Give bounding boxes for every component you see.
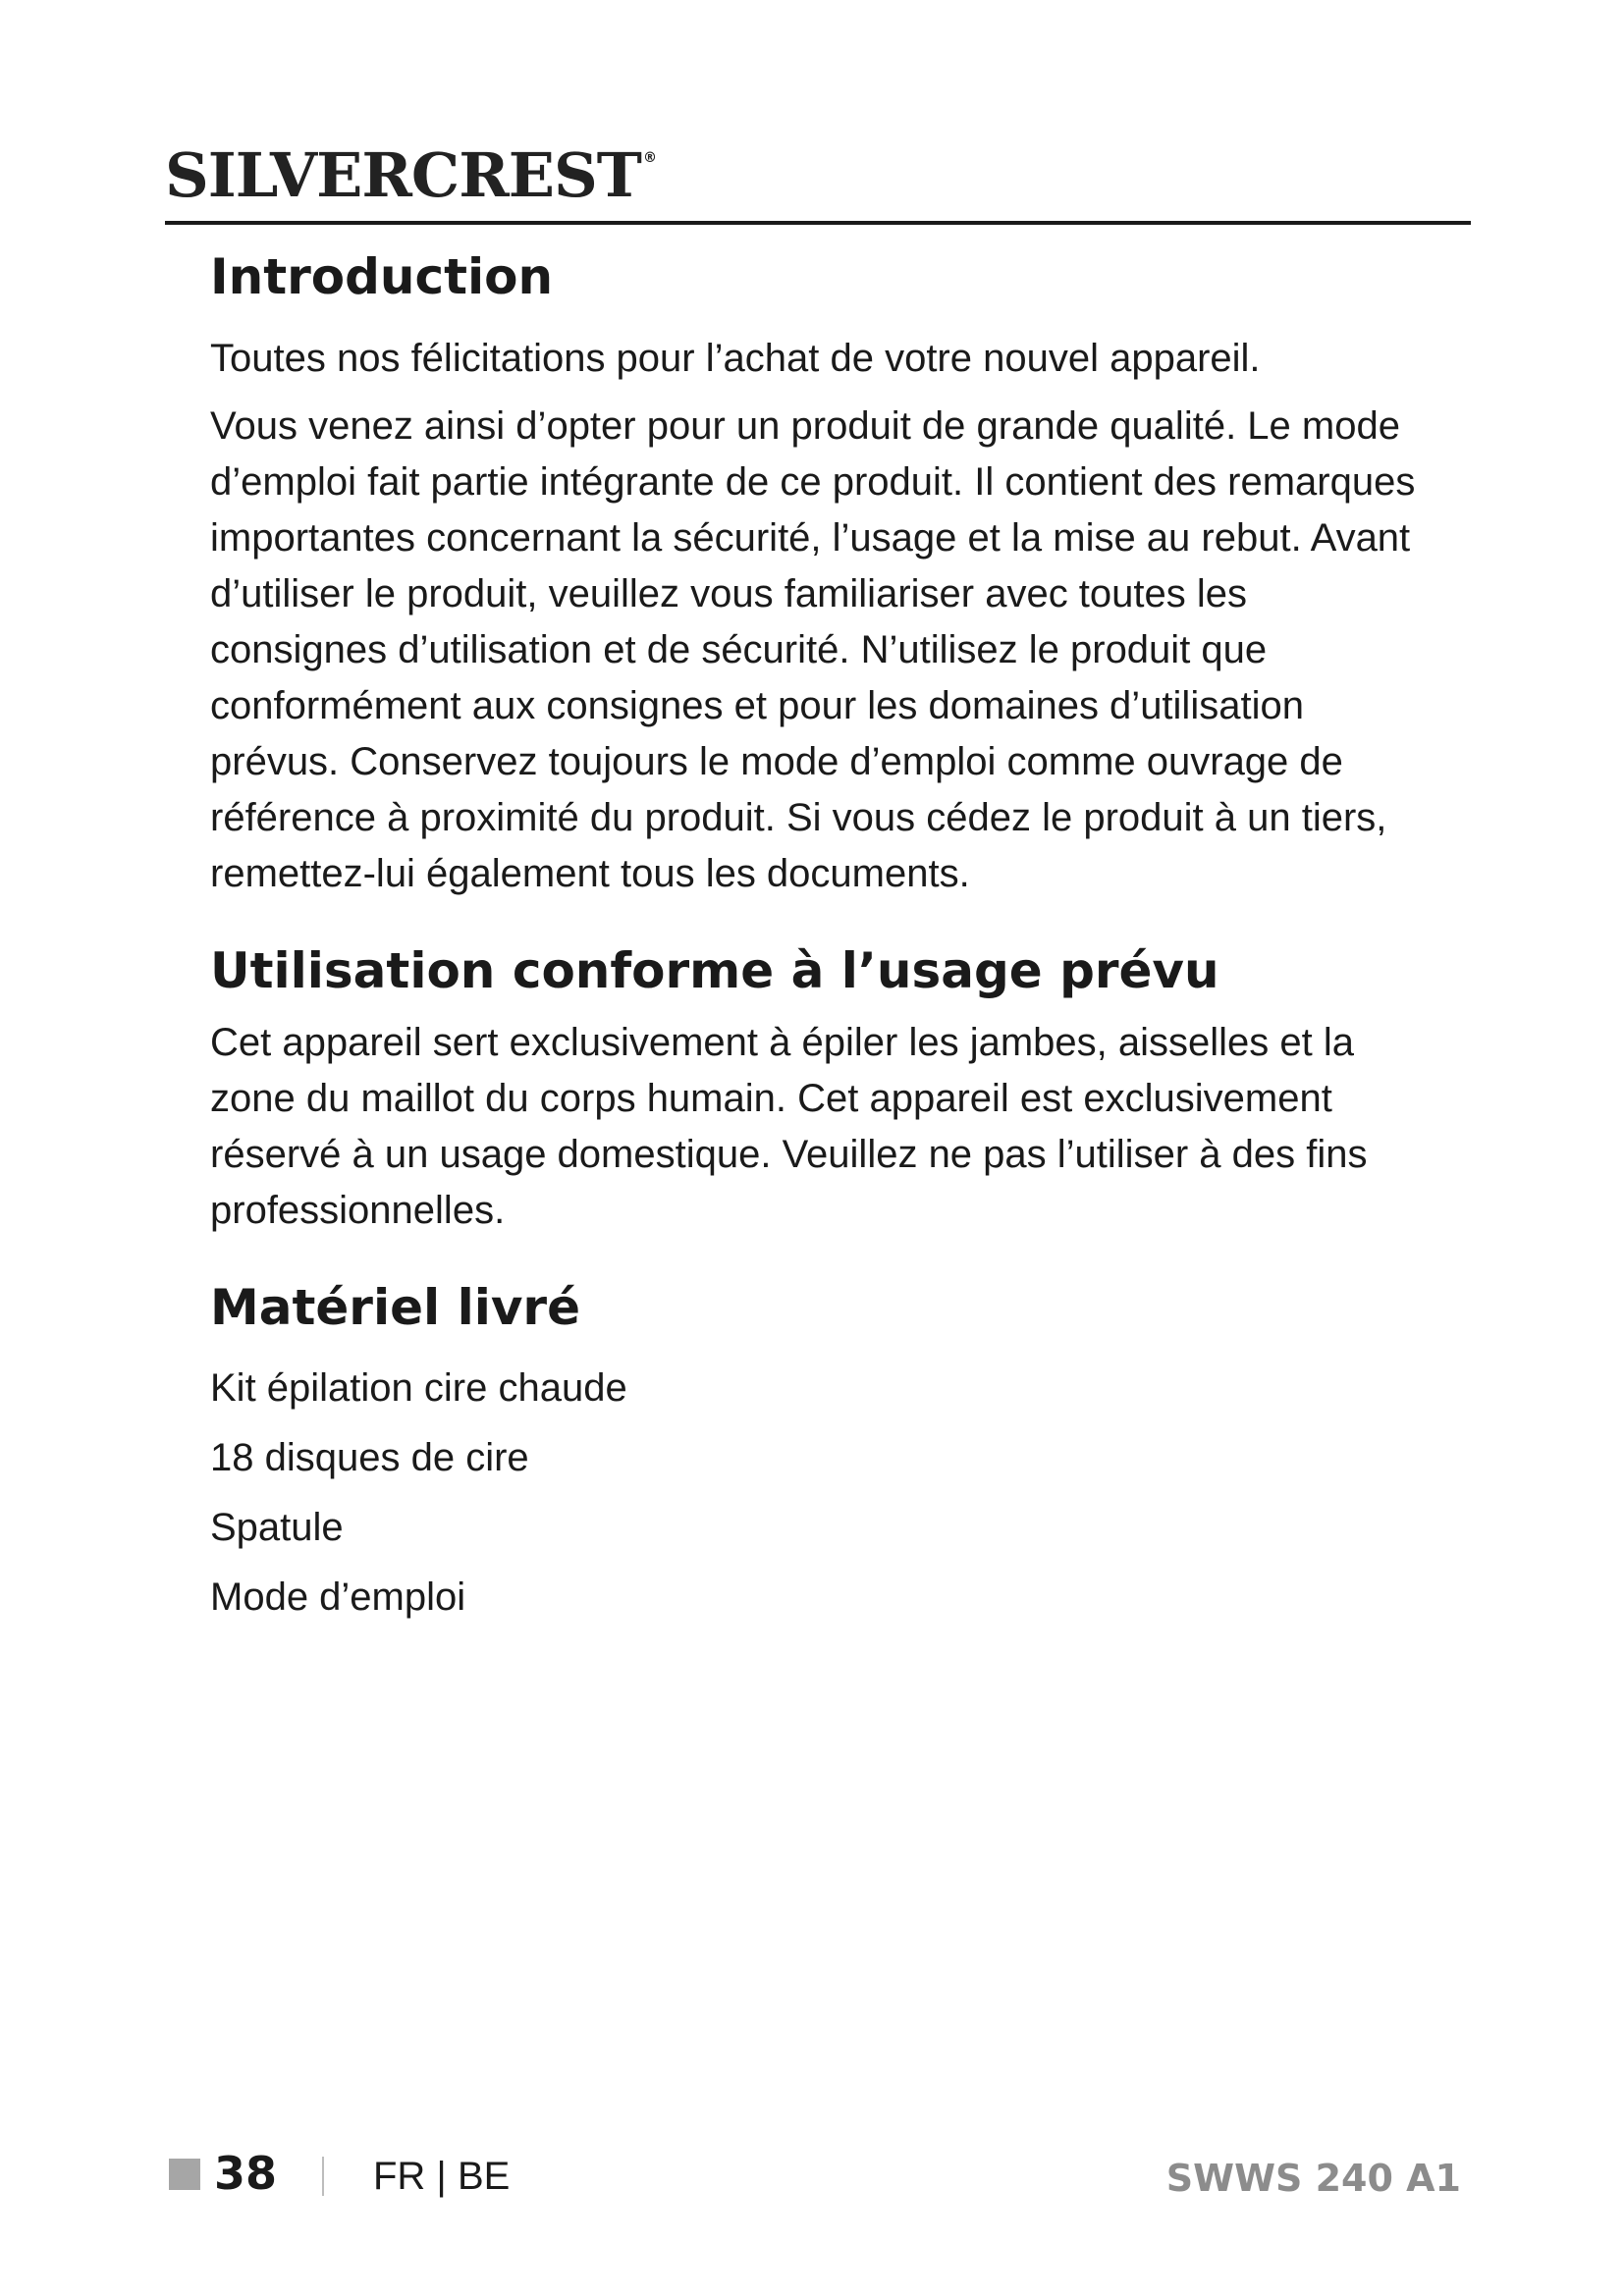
list-item: Spatule — [210, 1506, 344, 1549]
list-item: Kit épilation cire chaude — [210, 1366, 627, 1410]
heading-introduction: Introduction — [210, 248, 554, 305]
heading-usage: Utilisation conforme à l’usage prévu — [210, 942, 1219, 999]
page-content — [210, 245, 1418, 1632]
list-item: 18 disques de cire — [210, 1436, 529, 1479]
page-marker-square — [169, 2159, 200, 2190]
section-usage — [210, 939, 1418, 1239]
section-introduction — [210, 245, 1418, 902]
materiel-list — [210, 1354, 1418, 1632]
intro-paragraph-2: Vous venez ainsi d’opter pour un produit de grande qualité. Le mode d’emploi fait partie intégrante de ce produit. Il contient des remarques importantes concernant la sécurité, l’usage et la mise au rebut. Avant d’utiliser le produit, veuillez vous familiariser avec toutes les consignes d’utilisation et de sécurité. N’utilisez le produit que conformément aux consignes et pour les domaines d’utilisation prévus. Conservez toujours le mode d’emploi comme ouvrage de référence à proximité du produit. Si vous cédez le produit à un tiers, remettez-lui également tous les documents. — [210, 404, 1416, 895]
registered-mark: ® — [642, 150, 656, 166]
header-rule — [165, 221, 1471, 225]
model-number: SWWS 240 A1 — [1165, 2157, 1461, 2200]
page-number: 38 — [214, 2147, 278, 2200]
list-item: Mode d’emploi — [210, 1575, 466, 1619]
language-indicator: FR | BE — [373, 2155, 511, 2198]
page-footer — [165, 2145, 1471, 2204]
heading-materiel: Matériel livré — [210, 1279, 581, 1336]
brand-logo — [165, 139, 656, 211]
brand-name: SILVERCREST — [165, 139, 641, 211]
intro-paragraph-1: Toutes nos félicitations pour l’achat de votre nouvel appareil. — [210, 337, 1261, 380]
footer-divider — [322, 2157, 324, 2196]
section-materiel — [210, 1276, 1418, 1632]
usage-paragraph: Cet appareil sert exclusivement à épiler les jambes, aisselles et la zone du maillot du corps humain. Cet appareil est exclusivement réservé à un usage domestique. Veuillez ne pas l’utiliser à des fins professionnelles. — [210, 1021, 1368, 1232]
